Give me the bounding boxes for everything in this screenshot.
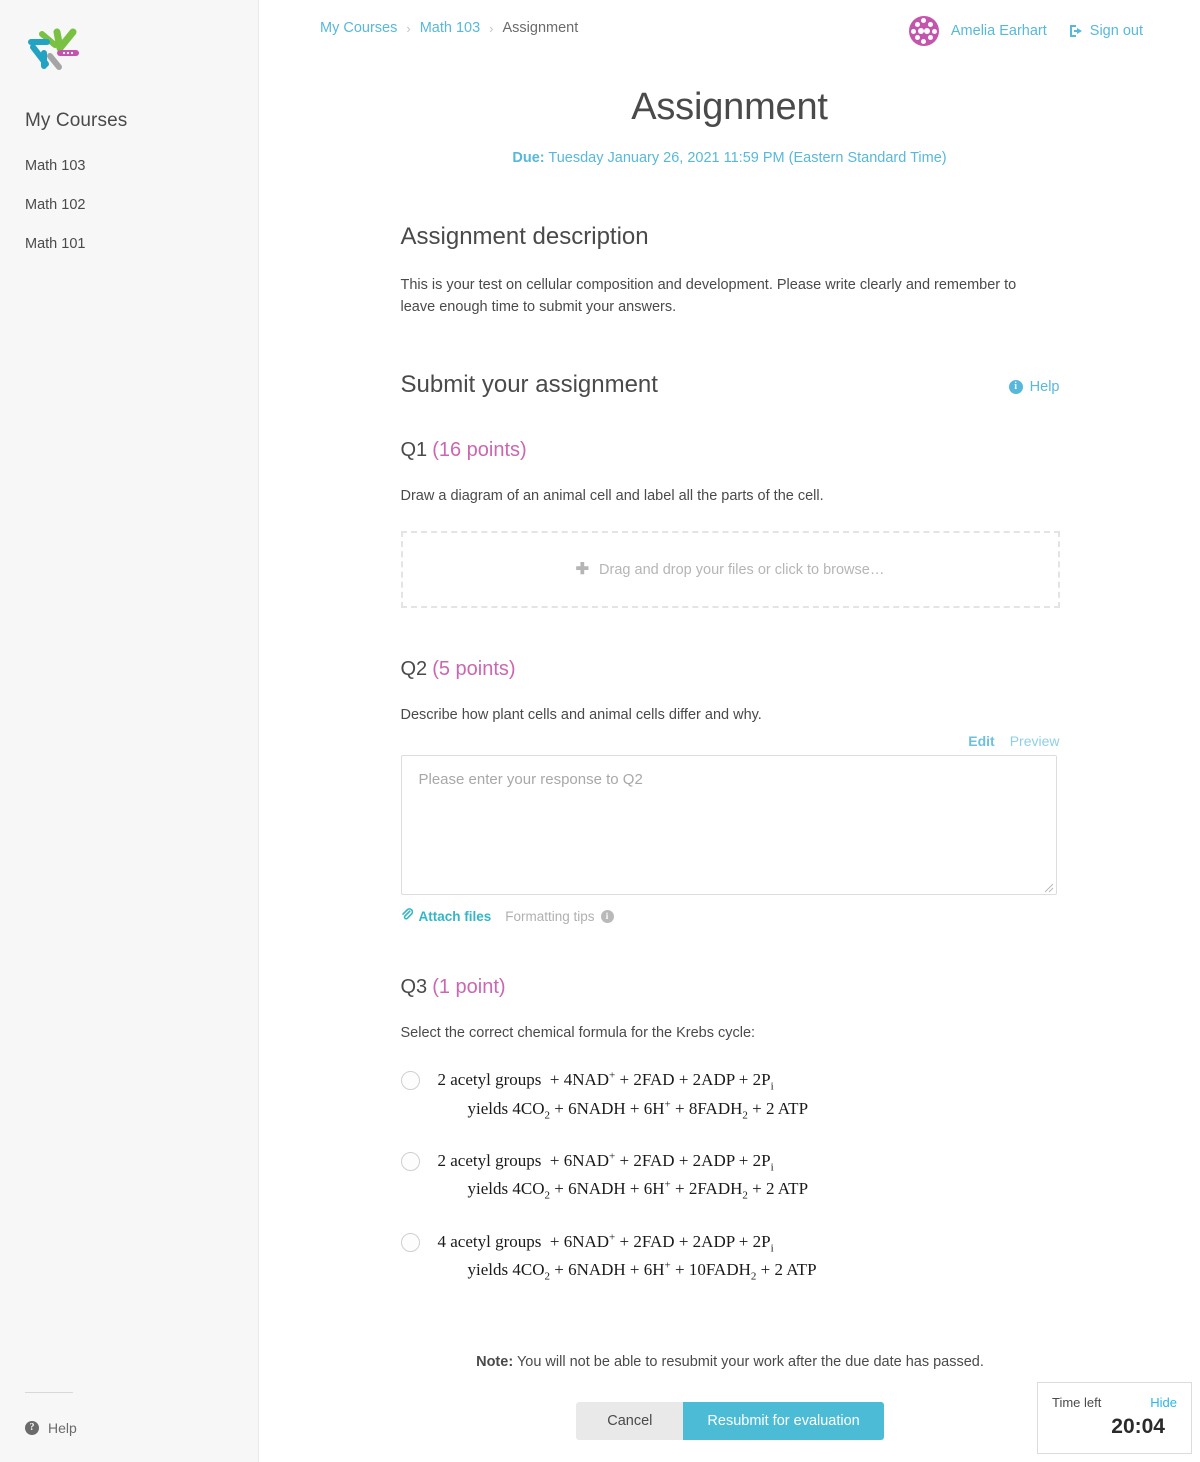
- assignment-body: [400, 223, 1060, 1440]
- q1-points: (16 points): [432, 439, 527, 462]
- q2-header: [401, 658, 1060, 681]
- editor-footer: [401, 908, 1060, 924]
- q1-number: Q1: [400, 439, 428, 462]
- q2-number: Q2: [400, 658, 428, 681]
- breadcrumb: [320, 20, 578, 36]
- q3-option-1[interactable]: [401, 1067, 1060, 1124]
- submit-section-header: [401, 371, 1060, 399]
- info-icon: i: [601, 910, 614, 923]
- resubmit-button[interactable]: Resubmit for evaluation: [683, 1402, 883, 1440]
- submit-help-label: Help: [1029, 379, 1060, 396]
- breadcrumb-math-103[interactable]: Math 103: [419, 20, 481, 36]
- sidebar-item-math-102[interactable]: Math 102: [25, 197, 86, 213]
- submit-help-link[interactable]: [1009, 379, 1060, 399]
- course-list: [25, 152, 225, 269]
- attach-files-button[interactable]: [401, 908, 492, 924]
- editor-tabs: [401, 733, 1060, 749]
- timer-label: Time left: [1052, 1395, 1102, 1410]
- breadcrumb-my-courses[interactable]: My Courses: [320, 20, 398, 36]
- breadcrumb-assignment: Assignment: [502, 20, 579, 36]
- user-name[interactable]: Amelia Earhart: [950, 23, 1047, 39]
- q3-option-3[interactable]: [401, 1229, 1060, 1286]
- q3-prompt: Select the correct chemical formula for the Krebs cycle:: [400, 1025, 756, 1042]
- assignment-description-text: This is your test on cellular composition and development. Please write clearly and remember to leave enough time to submit your answers.: [400, 277, 1017, 316]
- sidebar-item-math-101[interactable]: Math 101: [25, 236, 86, 252]
- attach-files-label: Attach files: [418, 908, 492, 924]
- q1-header: [401, 439, 1060, 462]
- due-date: [259, 150, 1200, 166]
- timer-value: 20:04: [1111, 1415, 1165, 1438]
- question-q1: [401, 439, 1060, 608]
- sidebar-help-label: Help: [48, 1420, 77, 1436]
- due-value: Tuesday January 26, 2021 11:59 PM (Eastern Standard Time): [548, 150, 947, 166]
- timer-header: [1052, 1395, 1177, 1410]
- resize-handle[interactable]: [1042, 880, 1054, 892]
- assignment-description-heading: Assignment description: [400, 223, 649, 250]
- info-icon: i: [1009, 380, 1023, 394]
- due-prefix: Due:: [512, 150, 545, 166]
- sign-out-button[interactable]: [1069, 23, 1143, 39]
- chevron-right-icon: ›: [489, 20, 494, 36]
- q2-response-placeholder: Please enter your response to Q2: [418, 771, 643, 789]
- sidebar-divider: [25, 1392, 73, 1393]
- q2-response-textarea[interactable]: [401, 755, 1057, 895]
- cancel-button[interactable]: Cancel: [576, 1402, 683, 1440]
- resubmit-note: [401, 1354, 1060, 1370]
- q3-option-1-text: 2 acetyl groups + $4NAD^+ + 2FAD + 2ADP + 2P_i$ yields $4CO_2$ + 6NADH + $6H^+ + 8FADH_2 + 2$ ATP: [437, 1069, 809, 1121]
- q3-number: Q3: [400, 976, 428, 999]
- page-title: Assignment: [631, 86, 828, 128]
- formatting-tips-link[interactable]: [505, 909, 613, 924]
- q3-option-3-text: 4 acetyl groups + $6NAD^+ + 2FAD + 2ADP + 2P_i$ yields $4CO_2$ + 6NADH + $6H^+ + 10FADH_2 + 2$ ATP: [437, 1231, 817, 1283]
- q1-prompt: Draw a diagram of an animal cell and label all the parts of the cell.: [400, 488, 824, 505]
- plus-icon: ✚: [575, 560, 590, 578]
- q3-options: [401, 1067, 1060, 1286]
- sign-out-label: Sign out: [1089, 23, 1143, 39]
- q3-header: [401, 976, 1060, 999]
- radio-button[interactable]: [401, 1071, 420, 1090]
- sidebar-title: My Courses: [25, 110, 128, 131]
- tab-edit[interactable]: Edit: [968, 733, 995, 750]
- note-prefix: Note:: [476, 1353, 514, 1370]
- action-buttons: [401, 1402, 1060, 1440]
- formatting-tips-label: Formatting tips: [505, 908, 595, 924]
- radio-button[interactable]: [401, 1152, 420, 1171]
- q3-option-2-text: 2 acetyl groups + $6NAD^+ + 2FAD + 2ADP + 2P_i$ yields $4CO_2$ + 6NADH + $6H^+ + 2FADH_2 + 2$ ATP: [437, 1150, 809, 1202]
- sign-out-icon: [1069, 24, 1084, 38]
- q3-option-2[interactable]: [401, 1148, 1060, 1205]
- file-dropzone[interactable]: [401, 531, 1060, 608]
- top-bar: [259, 0, 1200, 58]
- chevron-right-icon: ›: [406, 20, 411, 36]
- user-area: [909, 16, 1143, 46]
- radio-button[interactable]: [401, 1233, 420, 1252]
- time-left-widget: [1037, 1382, 1192, 1454]
- tab-preview[interactable]: Preview: [1009, 733, 1060, 750]
- q2-prompt: Describe how plant cells and animal cells differ and why.: [400, 707, 762, 724]
- question-q3: [401, 976, 1060, 1286]
- q2-points: (5 points): [432, 658, 516, 681]
- sidebar: [0, 0, 259, 1462]
- question-q2: [401, 658, 1060, 924]
- sidebar-footer: [25, 1392, 225, 1436]
- avatar[interactable]: [909, 16, 939, 46]
- sidebar-item-math-103[interactable]: Math 103: [25, 158, 86, 174]
- note-body: You will not be able to resubmit your work after the due date has passed.: [516, 1353, 984, 1370]
- dropzone-label: Drag and drop your files or click to browse…: [599, 561, 885, 578]
- main-content: [259, 58, 1200, 1440]
- sidebar-help-link[interactable]: [25, 1420, 225, 1436]
- sparkle-logo: [24, 20, 88, 80]
- timer-hide-button[interactable]: Hide: [1150, 1395, 1177, 1410]
- question-mark-icon: ?: [25, 1421, 39, 1435]
- submit-section-heading: Submit your assignment: [400, 371, 658, 399]
- q3-points: (1 point): [432, 976, 506, 999]
- paperclip-icon: [401, 908, 413, 924]
